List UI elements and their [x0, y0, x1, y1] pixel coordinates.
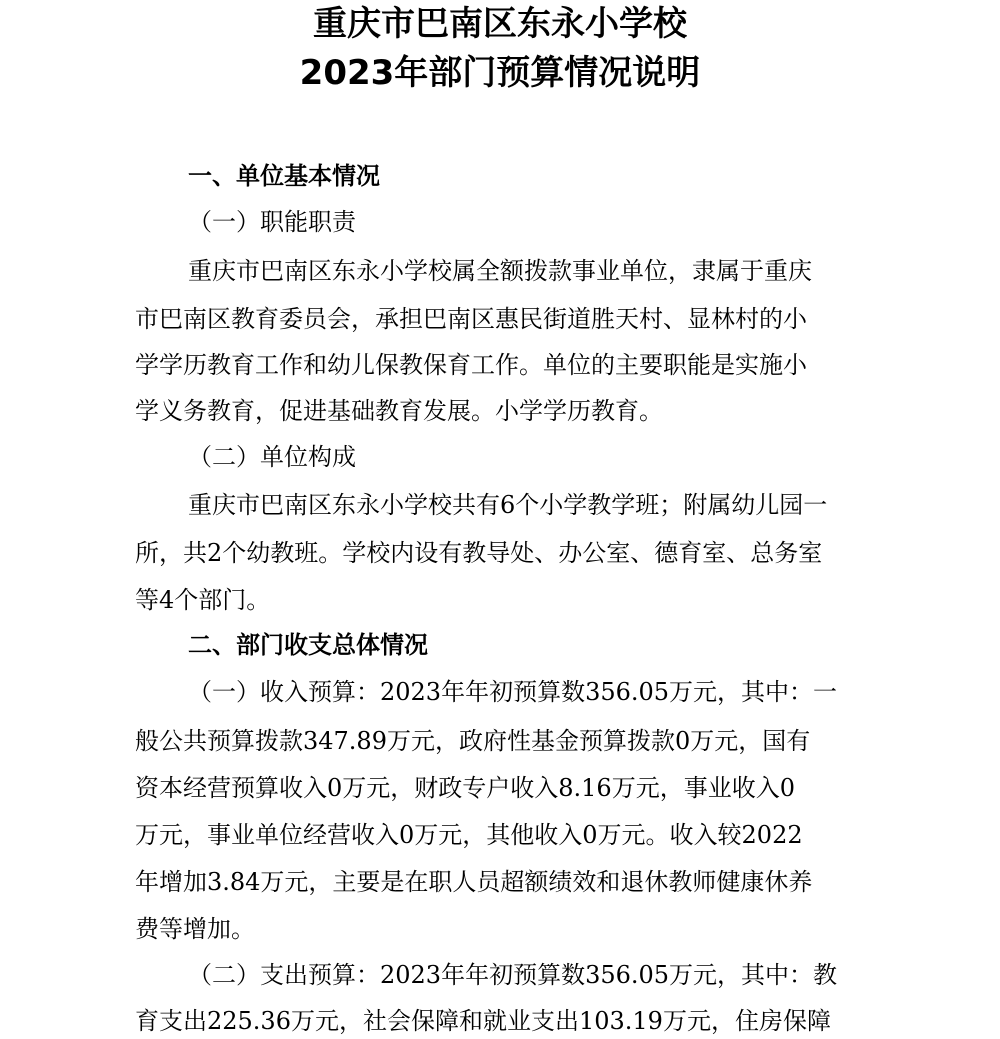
paragraph-line: 学学历教育工作和幼儿保教保育工作。单位的主要职能是实施小 [135, 351, 807, 379]
paragraph-line: 学义务教育，促进基础教育发展。小学学历教育。 [135, 397, 663, 425]
paragraph-line: 等4个部门。 [135, 586, 271, 614]
paragraph-line: （二）支出预算：2023年年初预算数356.05万元，其中：教 [188, 961, 838, 989]
section-heading-basic-info: 一、单位基本情况 [188, 162, 380, 190]
document-title-line-2: 2023年部门预算情况说明 [299, 53, 701, 93]
paragraph-line: 年增加3.84万元，主要是在职人员超额绩效和退休教师健康休养 [135, 868, 813, 896]
paragraph-line: 费等增加。 [135, 915, 255, 943]
paragraph-line: 万元，事业单位经营收入0万元，其他收入0万元。收入较2022 [135, 821, 803, 849]
subheading-functions: （一）职能职责 [188, 208, 356, 236]
paragraph-line: 资本经营预算收入0万元，财政专户收入8.16万元，事业收入0 [135, 774, 795, 802]
paragraph-line: 重庆市巴南区东永小学校属全额拨款事业单位，隶属于重庆 [188, 257, 812, 285]
paragraph-line: 育支出225.36万元，社会保障和就业支出103.19万元，住房保障 [135, 1007, 831, 1035]
paragraph-line: 般公共预算拨款347.89万元，政府性基金预算拨款0万元，国有 [135, 727, 811, 755]
paragraph-line: 所，共2个幼教班。学校内设有教导处、办公室、德育室、总务室 [135, 539, 823, 567]
subheading-composition: （二）单位构成 [188, 443, 356, 471]
paragraph-line: 重庆市巴南区东永小学校共有6个小学教学班；附属幼儿园一 [188, 491, 828, 519]
paragraph-line: 市巴南区教育委员会，承担巴南区惠民街道胜天村、显林村的小 [135, 305, 807, 333]
paragraph-line: （一）收入预算：2023年年初预算数356.05万元，其中：一 [188, 678, 838, 706]
section-heading-revenue-expenditure: 二、部门收支总体情况 [188, 631, 428, 659]
document-title-line-1: 重庆市巴南区东永小学校 [313, 4, 687, 44]
